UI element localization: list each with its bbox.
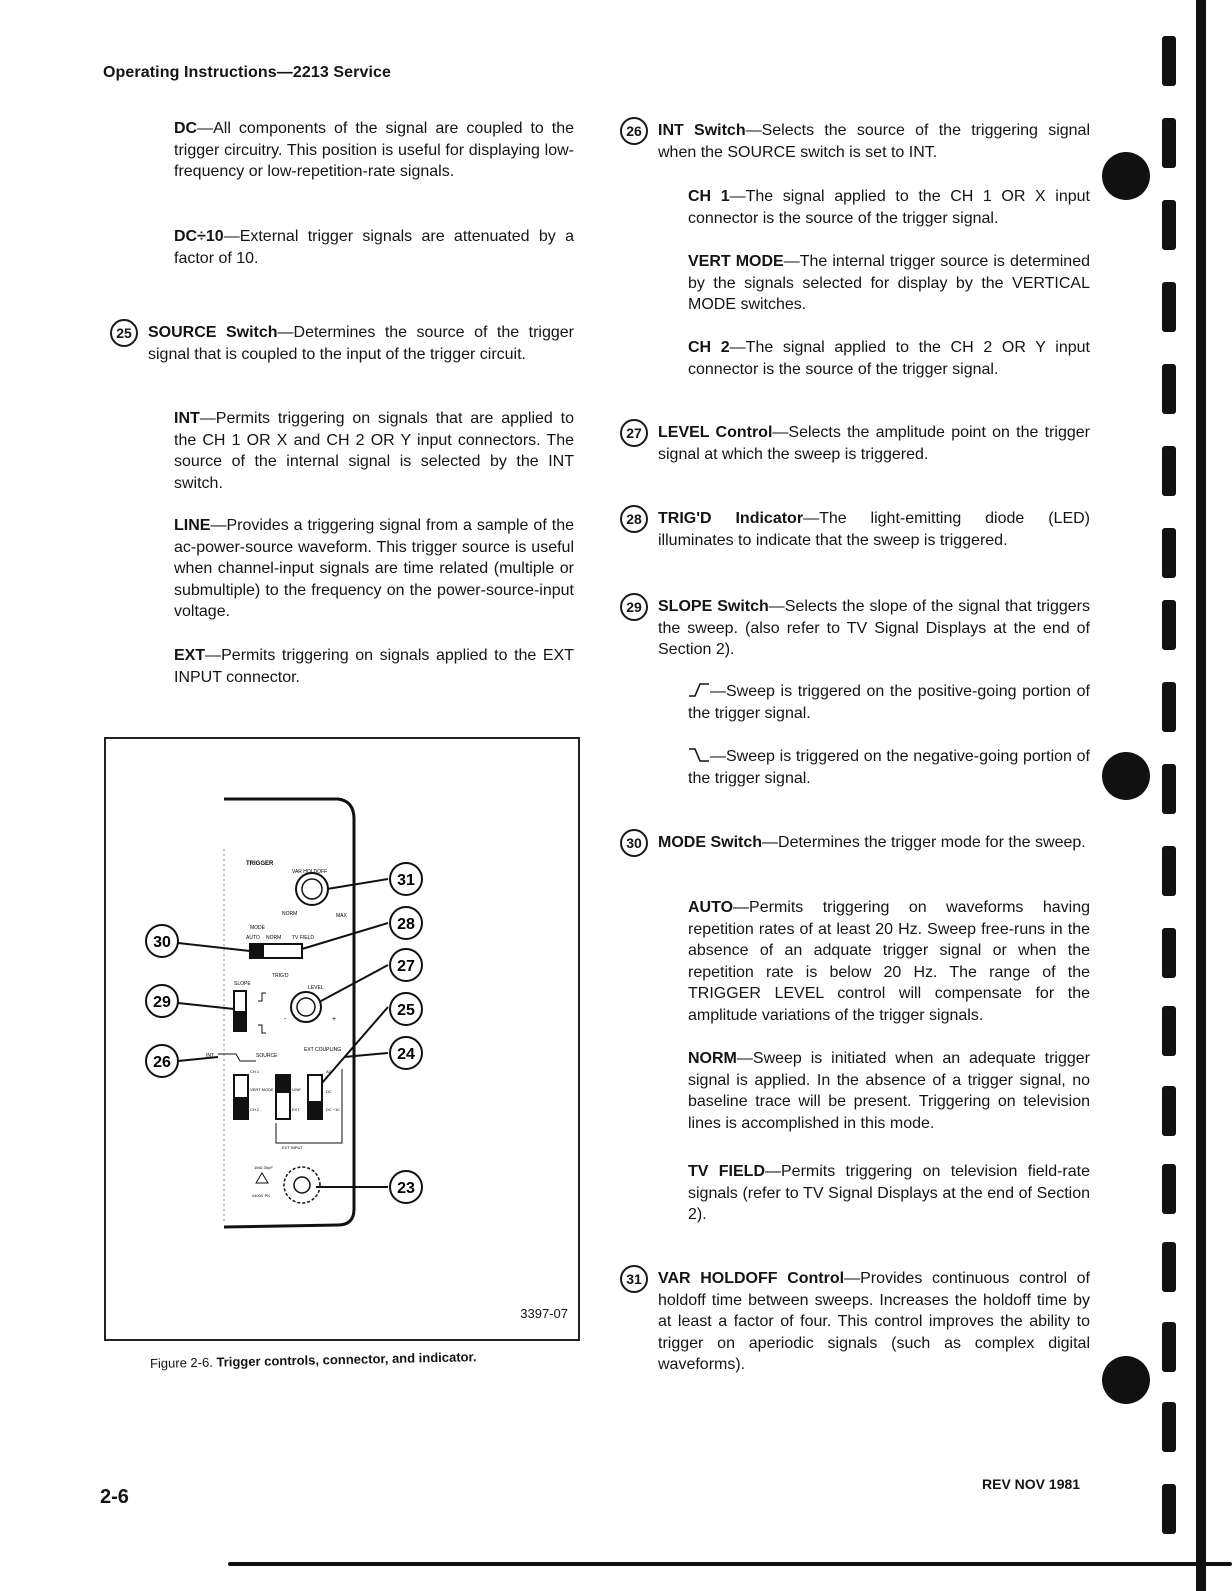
auto-text: —Permits triggering on waveforms having repetition rates of at least 20 Hz. Sweep free-runs in the absence of an adquate trigger signal or when the repetition rate is below 20 Hz. The range of the TRIGGER LEVEL control will compensate for the amplitude variations of the trigger signals. xyxy=(688,899,1090,1024)
label-auto: AUTO xyxy=(246,935,260,941)
label-line: LINE xyxy=(292,1087,301,1092)
trigger-panel-drawing xyxy=(106,739,578,1339)
label-level: LEVEL xyxy=(308,985,324,991)
int-term: INT xyxy=(174,410,200,427)
label-vert-mode: VERT MODE xyxy=(250,1087,274,1092)
dc10-text: —External trigger signals are attenuated by a factor of 10. xyxy=(174,228,574,267)
figure-2-6 xyxy=(104,737,580,1341)
svg-text:+: + xyxy=(332,1016,337,1023)
line-definition xyxy=(112,515,574,623)
fig-callout-29: 29 xyxy=(153,994,171,1011)
item-30-text: —Determines the trigger mode for the sweep. xyxy=(762,834,1086,851)
figure-caption-text: Trigger controls, connector, and indicator. xyxy=(216,1349,477,1370)
dc-text: —All components of the signal are coupled to the trigger circuitry. This position is useful for displaying low-frequency or low-repetition-rate signals. xyxy=(174,120,574,180)
figure-id: 3397-07 xyxy=(520,1306,568,1321)
callout-29: 29 xyxy=(620,593,648,621)
ext-input-connector xyxy=(284,1167,320,1203)
item-25-source-switch xyxy=(112,322,574,365)
norm-definition xyxy=(622,1048,1090,1134)
label-source: SOURCE xyxy=(256,1053,278,1059)
item-26-text: —Selects the source of the triggering signal when the SOURCE switch is set to INT. xyxy=(658,122,1091,161)
negative-slope-definition xyxy=(622,746,1090,789)
dc10-term: DC÷10 xyxy=(174,228,224,245)
dc-definition xyxy=(112,118,574,183)
label-var-holdoff: VAR HOLDOFF xyxy=(292,869,328,875)
item-31-var-holdoff xyxy=(622,1268,1090,1376)
item-30-mode-switch xyxy=(622,832,1090,854)
page-number: 2-6 xyxy=(100,1486,129,1508)
label-1m: 1MΩ 30pF xyxy=(254,1165,273,1170)
ext-definition xyxy=(112,645,574,688)
vert-mode-definition xyxy=(622,251,1090,316)
label-trigger: TRIGGER xyxy=(246,861,274,867)
callout-30: 30 xyxy=(620,829,648,857)
vert-mode-text: —The internal trigger source is determined by the signals selected for display by the VERTICAL MODE switches. xyxy=(688,253,1091,313)
item-29-term: SLOPE Switch xyxy=(658,598,769,615)
ch2-term: CH 2 xyxy=(688,339,730,356)
fig-callout-25: 25 xyxy=(397,1002,415,1019)
level-knob xyxy=(291,992,321,1022)
int-text: —Permits triggering on signals that are applied to the CH 1 OR X and CH 2 OR Y input connectors. The source of the internal signal is selected by the INT switch. xyxy=(174,410,574,492)
int-definition xyxy=(112,408,574,494)
var-holdoff-knob xyxy=(296,873,328,905)
fig-callout-27: 27 xyxy=(397,958,415,975)
figure-caption xyxy=(150,1349,477,1371)
item-30-term: MODE Switch xyxy=(658,834,763,851)
vert-mode-term: VERT MODE xyxy=(688,253,784,270)
ch1-text: —The signal applied to the CH 1 OR X input connector is the source of the trigger signal. xyxy=(688,188,1091,227)
item-29-slope-switch xyxy=(622,596,1090,661)
label-mode: MODE xyxy=(250,925,265,931)
ext-text: —Permits triggering on signals applied to the EXT INPUT connector. xyxy=(174,647,574,686)
fig-callout-31: 31 xyxy=(397,872,415,889)
label-dc10: DC ÷10 xyxy=(326,1107,340,1112)
line-text: —Provides a triggering signal from a sample of the ac-power-source waveform. This trigger source is useful when channel-input signals are time related (multiple or submultiple) to the frequency on the power-source-input voltage. xyxy=(174,517,574,620)
fig-callout-26: 26 xyxy=(153,1054,171,1071)
page-header: Operating Instructions—2213 Service xyxy=(103,64,392,81)
ch2-definition xyxy=(622,337,1090,380)
fig-callout-28: 28 xyxy=(397,916,415,933)
callout-26: 26 xyxy=(620,117,648,145)
tv-field-text: —Permits triggering on television field-rate signals (refer to TV Signal Displays at the end of Section 2). xyxy=(688,1163,1090,1223)
item-29-text: —Selects the slope of the signal that triggers the sweep. (also refer to TV Signal Displays at the end of Section 2). xyxy=(658,598,1090,658)
item-31-term: VAR HOLDOFF Control xyxy=(658,1270,845,1287)
norm-term: NORM xyxy=(688,1050,737,1067)
item-27-text: —Selects the amplitude point on the trigger signal at which the sweep is triggered. xyxy=(658,424,1091,463)
negative-slope-text: —Sweep is triggered on the negative-going portion of the trigger signal. xyxy=(688,748,1090,787)
label-ch2: CH 2 xyxy=(250,1107,260,1112)
item-27-level-control xyxy=(622,422,1090,465)
callout-27: 27 xyxy=(620,419,648,447)
label-ac: AC xyxy=(326,1069,332,1074)
positive-slope-definition xyxy=(622,681,1090,724)
item-31-text: —Provides continuous control of holdoff time between sweeps. Increases the holdoff time by at least a factor of four. This control improves the ability to trigger on aperiodic signals (such as complex digital waveforms). xyxy=(658,1270,1091,1373)
callout-28: 28 xyxy=(620,505,648,533)
label-norm-mode: NORM xyxy=(266,935,282,941)
dc10-definition xyxy=(112,226,574,269)
label-ext-coupling: EXT COUPLING xyxy=(304,1047,342,1053)
label-slope: SLOPE xyxy=(234,981,251,987)
item-28-text: —The light-emitting diode (LED) illuminates to indicate that the sweep is triggered. xyxy=(658,510,1090,549)
auto-definition xyxy=(622,897,1090,1026)
label-trigd: TRIG'D xyxy=(272,973,289,979)
ext-term: EXT xyxy=(174,647,206,664)
item-28-trigd-indicator xyxy=(622,508,1090,551)
label-dc: DC xyxy=(326,1089,332,1094)
item-25-term: SOURCE Switch xyxy=(148,324,278,341)
label-max: MAX xyxy=(336,913,347,919)
fig-callout-23: 23 xyxy=(397,1180,415,1197)
fig-callout-30: 30 xyxy=(153,934,171,951)
item-26-int-switch xyxy=(622,120,1090,163)
callout-25: 25 xyxy=(110,319,138,347)
positive-slope-text: —Sweep is triggered on the positive-going portion of the trigger signal. xyxy=(688,683,1090,722)
dc-term: DC xyxy=(174,120,198,137)
norm-text: —Sweep is initiated when an adequate trigger signal is applied. In the absence of a trigger signal, no baseline trace will be present. Triggering on television lines is accomplished in this mode. xyxy=(688,1050,1090,1132)
bottom-edge-line xyxy=(228,1562,1232,1566)
line-term: LINE xyxy=(174,517,211,534)
fig-callout-24: 24 xyxy=(397,1046,415,1063)
item-25-text: —Determines the source of the trigger signal that is coupled to the input of the trigger circuit. xyxy=(148,324,574,363)
label-ext-input: EXT INPUT xyxy=(282,1145,303,1150)
label-ext: EXT xyxy=(292,1107,300,1112)
label-ch1: CH 1 xyxy=(250,1069,260,1074)
item-26-term: INT Switch xyxy=(658,122,746,139)
item-28-term: TRIG'D Indicator xyxy=(658,510,804,527)
callout-31: 31 xyxy=(620,1265,648,1293)
label-int: INT xyxy=(206,1053,215,1059)
tv-field-term: TV FIELD xyxy=(688,1163,765,1180)
revision-date: REV NOV 1981 xyxy=(982,1476,1081,1492)
item-27-term: LEVEL Control xyxy=(658,424,773,441)
tv-field-definition xyxy=(622,1161,1090,1226)
auto-term: AUTO xyxy=(688,899,734,916)
ch2-text: —The signal applied to the CH 2 OR Y input connector is the source of the trigger signal. xyxy=(688,339,1090,378)
figure-caption-prefix: Figure 2-6. xyxy=(149,1354,214,1371)
negative-slope-icon xyxy=(688,747,710,763)
label-400v: ≤400V PK xyxy=(252,1193,270,1198)
svg-text:-: - xyxy=(284,1016,287,1023)
ch1-definition xyxy=(622,186,1090,229)
positive-slope-icon xyxy=(688,682,710,698)
label-tv-field: TV FIELD xyxy=(292,935,314,941)
ch1-term: CH 1 xyxy=(688,188,730,205)
label-norm: NORM xyxy=(282,911,298,917)
